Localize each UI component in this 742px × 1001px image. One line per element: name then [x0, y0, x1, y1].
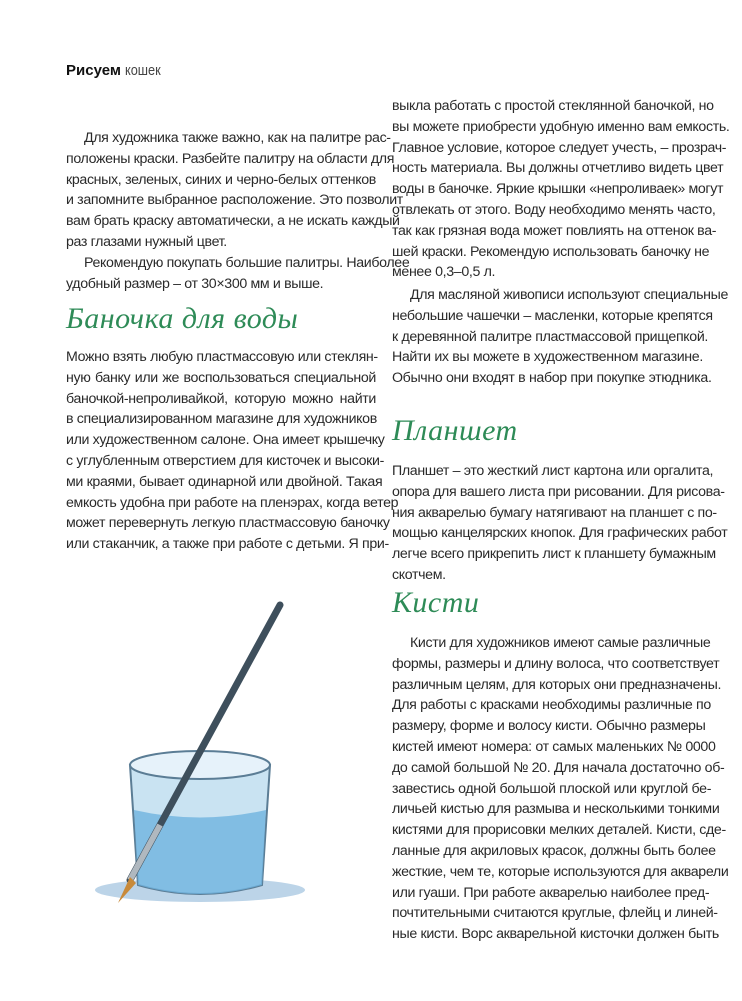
text-line: ную банку или же воспользоваться специальной [66, 369, 376, 386]
text-line: размеру, форме и волосу кисти. Обычно размеры [392, 718, 706, 735]
text-line: ния акварелью бумагу натягивают на планшет с по- [392, 504, 717, 521]
text-line: личьей кистью для размыва и несколькими тонкими [392, 801, 720, 818]
text-line: Для работы с красками необходимы различные по [392, 697, 711, 714]
text-line: раз глазами нужный цвет. [66, 233, 227, 250]
text-line: Рекомендую покупать большие палитры. Наиболее [84, 255, 410, 271]
text-line: может перевернуть легкую пластмассовую баночку [66, 515, 390, 532]
right-para-1 [392, 96, 730, 283]
right-para-4 [392, 633, 729, 945]
text-line: жесткие, чем те, которые используются для акварели [392, 863, 729, 880]
text-line: легче всего прикрепить лист к планшету бумажным [392, 546, 716, 563]
text-line: воды в баночке. Яркие крышки «непроливаек» могут [392, 181, 724, 198]
text-line: вы можете приобрести удобную именно вам емкость. [392, 118, 730, 135]
text-line: различным целям, для которых они предназначены. [392, 676, 722, 693]
header-light: кошек [125, 62, 161, 79]
text-line: Найти их вы можете в художественном магазине. [392, 349, 703, 366]
text-line: емкость удобна при работе на пленэрах, когда ветер [66, 494, 399, 511]
heading-water-jar: Баночка для воды [66, 302, 299, 335]
left-para-2 [66, 253, 410, 295]
text-line: в специализированном магазине для художников [66, 411, 377, 428]
text-line: или гуаши. При работе акварелью наиболее пред- [392, 884, 710, 901]
text-line: к деревянной палитре пластмассовой прищепкой. [392, 328, 709, 345]
text-line: шей краски. Рекомендую использовать баночку не [392, 243, 710, 260]
heading-brushes: Кисти [392, 586, 480, 619]
text-line: Кисти для художников имеют самые различные [410, 635, 711, 651]
water-jar-illustration [90, 585, 340, 905]
text-line: ность материала. Вы должны отчетливо видеть цвет [392, 160, 724, 177]
text-line: завестись одной большой плоской или круглой бе- [392, 780, 712, 797]
text-line: почтительными считаются круглые, флейц и линей- [392, 905, 718, 922]
text-line: баночкой-непроливайкой, которую можно найти [66, 390, 376, 407]
text-line: Для масляной живописи используют специальные [410, 287, 729, 303]
right-para-3 [392, 461, 728, 586]
text-line: выкла работать с простой стеклянной баночкой, но [392, 98, 714, 114]
text-line: менее 0,3–0,5 л. [392, 264, 496, 281]
text-line: Главное условие, которое следует учесть, – прозрач- [392, 139, 727, 156]
text-line: опора для вашего листа при рисовании. Для рисова- [392, 483, 725, 500]
text-line: небольшие чашечки – масленки, которые крепятся [392, 307, 713, 324]
header-bold: Рисуем [66, 62, 121, 79]
text-line: формы, размеры и длину волоса, что соответствует [392, 655, 720, 672]
text-line: или художественном салоне. Она имеет крышечку [66, 432, 385, 449]
text-line: ланные для акриловых красок, должны быть более [392, 842, 716, 859]
text-line: с углубленным отверстием для кисточек и высоки- [66, 452, 384, 469]
text-line: ми краями, бывает одинарной или двойной. Такая [66, 473, 383, 490]
text-line: и запомните выбранное расположение. Это позволит [66, 192, 403, 209]
text-line: удобный размер – от 30×300 мм и выше. [66, 275, 324, 292]
text-line: вам брать краску автоматически, а не искать каждый [66, 213, 400, 230]
left-para-3 [66, 347, 399, 555]
text-line: Планшет – это жесткий лист картона или оргалита, [392, 463, 714, 479]
text-line: Для художника также важно, как на палитре рас- [84, 130, 391, 146]
text-line: так как грязная вода может повлиять на оттенок ва- [392, 222, 717, 239]
text-line: кистями для прорисовки мелких деталей. Кисти, сде- [392, 822, 726, 839]
left-para-1 [66, 128, 403, 253]
text-line: положены краски. Разбейте палитру на области для [66, 150, 395, 167]
text-line: скотчем. [392, 566, 446, 583]
right-para-2 [392, 285, 729, 389]
text-line: ные кисти. Ворс акварельной кисточки должен быть [392, 926, 719, 943]
text-line: мощью канцелярских кнопок. Для графических работ [392, 525, 728, 542]
text-line: или стаканчик, а также при работе с детьми. Я при- [66, 536, 389, 553]
running-header [66, 62, 167, 79]
text-line: кистей имеют номера: от самых маленьких № 0000 [392, 738, 716, 755]
text-line: до самой большой № 20. Для начала достаточно об- [392, 759, 725, 776]
text-line: красных, зеленых, синих и черно-белых оттенков [66, 171, 376, 188]
text-line: Обычно они входят в набор при покупке этюдника. [392, 370, 712, 387]
heading-tablet: Планшет [392, 414, 518, 447]
text-line: Можно взять любую пластмассовую или стеклян- [66, 349, 378, 365]
text-line: отвлекать от этого. Воду необходимо менять часто, [392, 201, 716, 218]
